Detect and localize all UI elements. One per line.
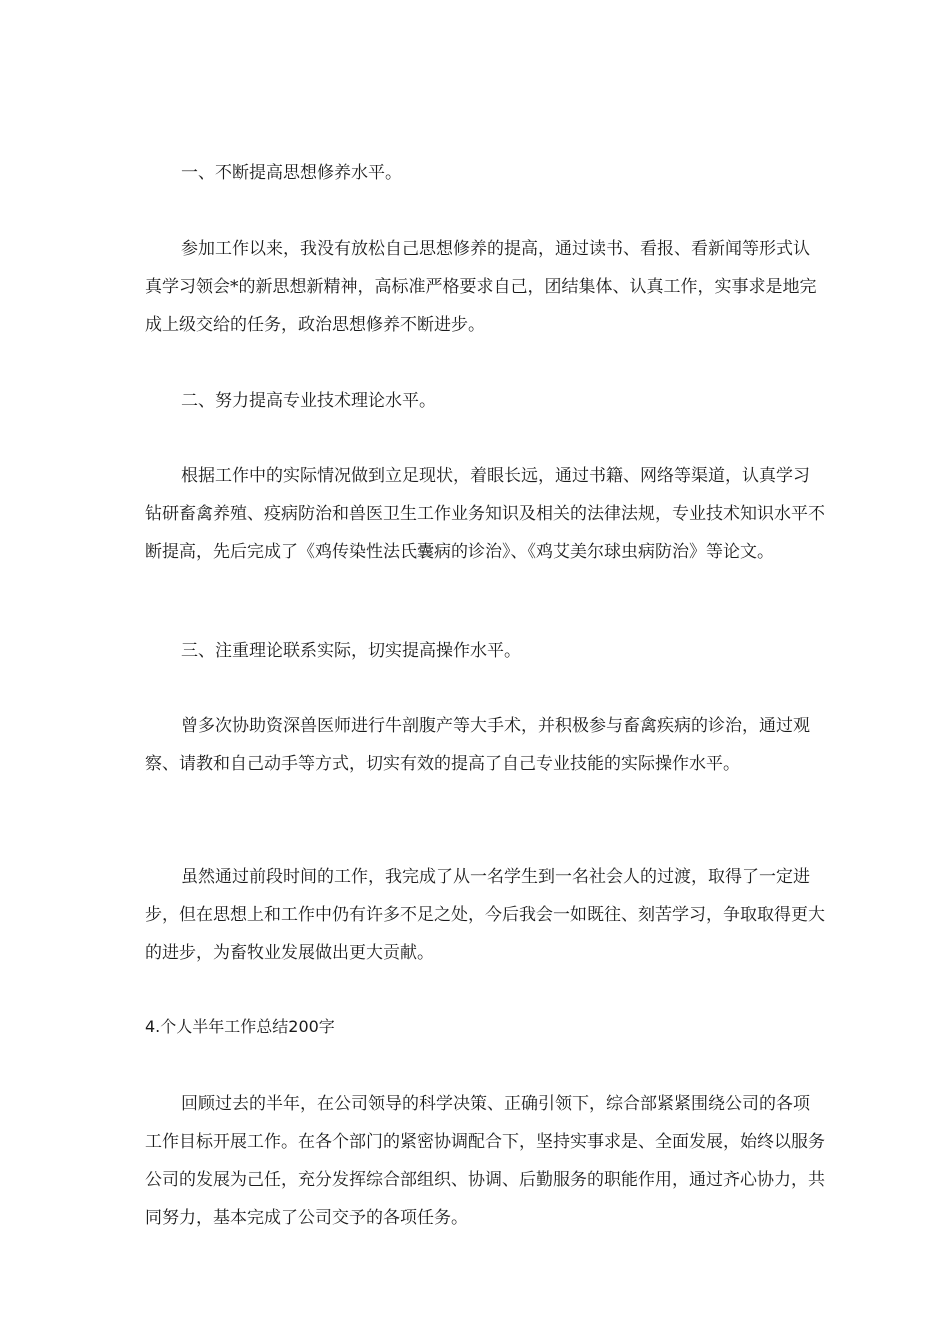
paragraph-4: 虽然通过前段时间的工作，我完成了从一名学生到一名社会人的过渡，取得了一定进步，但在思想上和工作中仍有许多不足之处，今后我会一如既往、刻苦学习，争取取得更大的进步，为畜牧业发展做出更大贡献。: [145, 867, 825, 963]
heading-1: 一、不断提高思想修养水平。: [181, 163, 402, 183]
paragraph-1: 参加工作以来，我没有放松自己思想修养的提高，通过读书、看报、看新闻等形式认真学习领会*的新思想新精神，高标准严格要求自己，团结集体、认真工作，实事求是地完成上级交给的任务，政治思想修养不断进步。: [145, 239, 817, 335]
paragraph-5: 回顾过去的半年，在公司领导的科学决策、正确引领下，综合部紧紧围绕公司的各项工作目标开展工作。在各个部门的紧密协调配合下，坚持实事求是、全面发展，始终以服务公司的发展为己任，充分发挥综合部组织、协调、后勤服务的职能作用，通过齐心协力，共同努力，基本完成了公司交予的各项任务。: [145, 1094, 825, 1228]
paragraph-3: 曾多次协助资深兽医师进行牛剖腹产等大手术，并积极参与畜禽疾病的诊治，通过观察、请教和自己动手等方式，切实有效的提高了自己专业技能的实际操作水平。: [145, 716, 810, 774]
section-title: 4.个人半年工作总结200字: [145, 1017, 335, 1036]
heading-2: 二、努力提高专业技术理论水平。: [181, 391, 436, 411]
paragraph-2: 根据工作中的实际情况做到立足现状，着眼长远，通过书籍、网络等渠道，认真学习钻研畜禽养殖、疫病防治和兽医卫生工作业务知识及相关的法律法规，专业技术知识水平不断提高，先后完成了《鸡传染性法氏囊病的诊治》、《鸡艾美尔球虫病防治》等论文。: [145, 466, 825, 562]
heading-3: 三、注重理论联系实际，切实提高操作水平。: [181, 641, 521, 661]
